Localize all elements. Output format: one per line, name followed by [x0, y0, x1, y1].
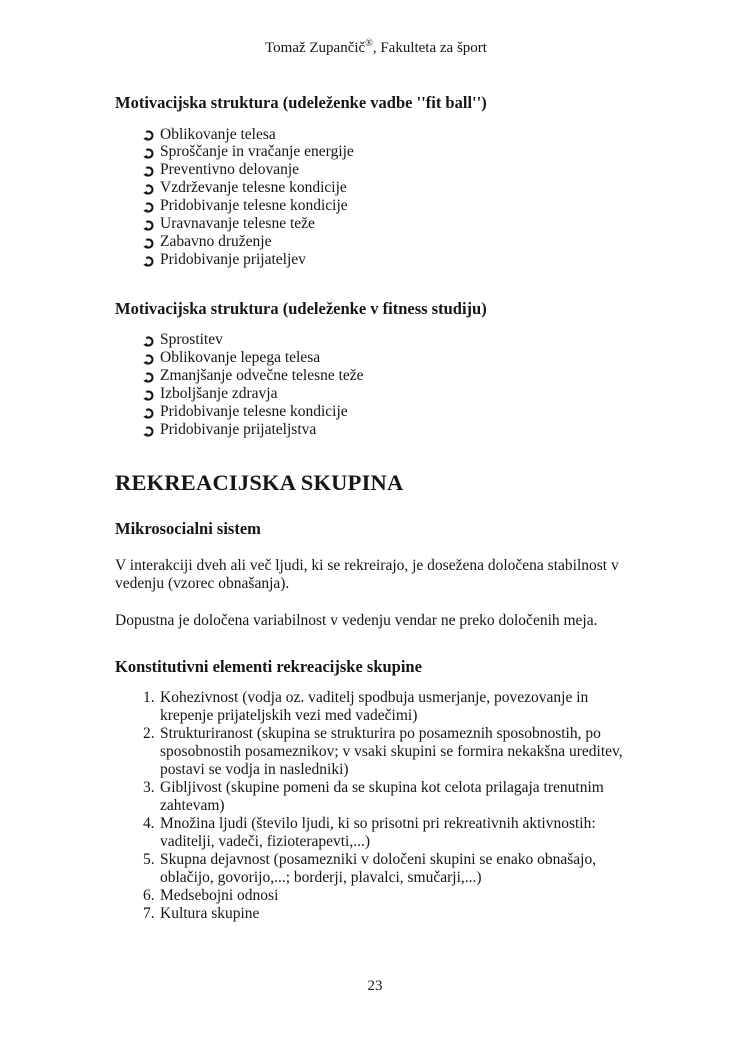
- list-item: [143, 403, 645, 421]
- item-text: Množina ljudi (število ljudi, ki so prisotni pri rekreativnih aktivnostih: vaditelji, vadeči, fizioterapevti,...): [160, 815, 596, 851]
- author-affiliation: , Fakulteta za šport: [372, 40, 487, 56]
- item-number: 2.: [143, 725, 155, 743]
- list-item-text: Preventivno delovanje: [160, 161, 300, 179]
- subsection-title-mikrosocialni: Mikrosocialni sistem: [115, 519, 261, 539]
- item-number: 1.: [143, 689, 155, 707]
- bullet-list-fitball: [115, 126, 645, 270]
- list-item-text: Zmanjšanje odvečne telesne teže: [160, 367, 364, 385]
- list-item-text: Zabavno druženje: [160, 233, 272, 251]
- numbered-list-item: [143, 725, 645, 779]
- list-item: [143, 215, 645, 233]
- list-item: [143, 349, 645, 367]
- numbered-list-item: [143, 905, 645, 923]
- list-item: [143, 233, 645, 251]
- circular-arrow-bullet-icon: [143, 164, 160, 177]
- item-number: 3.: [143, 779, 155, 797]
- circular-arrow-bullet-icon: [143, 370, 160, 383]
- list-item-text: Sprostitev: [160, 331, 223, 349]
- numbered-list-item: [143, 887, 645, 905]
- item-text: Skupna dejavnost (posamezniki v določeni skupini se enako obnašajo, oblačijo, govorijo,...; borderji, plavalci, smučarji,...): [160, 851, 597, 887]
- chapter-title-rekreacijska-skupina: REKREACIJSKA SKUPINA: [115, 470, 404, 496]
- list-item: [143, 251, 645, 269]
- circular-arrow-bullet-icon: [143, 200, 160, 213]
- section-title-fitball: Motivacijska struktura (udeleženke vadbe ''fit ball''): [115, 93, 487, 113]
- section-title-konstitutivni: Konstitutivni elementi rekreacijske skupine: [115, 657, 422, 677]
- registered-trademark-symbol: ®: [365, 38, 373, 49]
- list-item-text: Izboljšanje zdravja: [160, 385, 278, 403]
- list-item: [143, 367, 645, 385]
- item-number: 4.: [143, 815, 155, 833]
- list-item-text: Pridobivanje prijateljev: [160, 251, 306, 269]
- list-item-text: Oblikovanje telesa: [160, 125, 276, 143]
- section-title-fitness: Motivacijska struktura (udeleženke v fitness studiju): [115, 299, 487, 319]
- circular-arrow-bullet-icon: [143, 334, 160, 347]
- page-header: [107, 40, 645, 57]
- list-item-text: Pridobivanje telesne kondicije: [160, 403, 348, 421]
- item-text: Medsebojni odnosi: [160, 887, 279, 905]
- list-item-text: Oblikovanje lepega telesa: [160, 349, 321, 367]
- numbered-list-item: [143, 779, 645, 815]
- circular-arrow-bullet-icon: [143, 182, 160, 195]
- item-number: 7.: [143, 905, 155, 923]
- numbered-list-item: [143, 851, 645, 887]
- circular-arrow-bullet-icon: [143, 254, 160, 267]
- page-number: 23: [367, 977, 383, 994]
- circular-arrow-bullet-icon: [143, 218, 160, 231]
- item-text: Strukturiranost (skupina se strukturira po posameznih sposobnostih, po sposobnostih posameznikov; v vsaki skupini se formira nekakšna ureditev, postavi se vodja in nasledniki): [160, 725, 623, 779]
- list-item-text: Uravnavanje telesne teže: [160, 215, 315, 233]
- circular-arrow-bullet-icon: [143, 236, 160, 249]
- circular-arrow-bullet-icon: [143, 388, 160, 401]
- item-number: 5.: [143, 851, 155, 869]
- list-item: [143, 197, 645, 215]
- numbered-list-konstitutivni: [115, 689, 645, 923]
- numbered-list-item: [143, 689, 645, 725]
- circular-arrow-bullet-icon: [143, 406, 160, 419]
- list-item: [143, 385, 645, 403]
- item-text: Kultura skupine: [160, 905, 260, 923]
- paragraph-variabilnost: Dopustna je določena variabilnost v vedenju vendar ne preko določenih meja.: [115, 612, 598, 630]
- list-item-text: Pridobivanje prijateljstva: [160, 421, 317, 439]
- item-text: Gibljivost (skupine pomeni da se skupina kot celota prilagaja trenutnim zahtevam): [160, 779, 604, 815]
- list-item: [143, 421, 645, 439]
- item-number: 6.: [143, 887, 155, 905]
- circular-arrow-bullet-icon: [143, 146, 160, 159]
- circular-arrow-bullet-icon: [143, 424, 160, 437]
- paragraph-interakcija: V interakciji dveh ali več ljudi, ki se rekreirajo, je dosežena določena stabilnost v vedenju (vzorec obnašanja).: [115, 557, 619, 593]
- circular-arrow-bullet-icon: [143, 352, 160, 365]
- item-text: Kohezivnost (vodja oz. vaditelj spodbuja usmerjanje, povezovanje in krepenje prijateljskih vezi med vadečimi): [160, 689, 589, 725]
- numbered-list-item: [143, 815, 645, 851]
- list-item: [143, 331, 645, 349]
- author-name: Tomaž Zupančič: [265, 40, 366, 56]
- list-item: [143, 161, 645, 179]
- list-item-text: Sproščanje in vračanje energije: [160, 143, 354, 161]
- list-item-text: Vzdrževanje telesne kondicije: [160, 179, 347, 197]
- circular-arrow-bullet-icon: [143, 128, 160, 141]
- list-item: [143, 126, 645, 144]
- list-item-text: Pridobivanje telesne kondicije: [160, 197, 348, 215]
- list-item: [143, 143, 645, 161]
- bullet-list-fitness: [115, 331, 645, 439]
- list-item: [143, 179, 645, 197]
